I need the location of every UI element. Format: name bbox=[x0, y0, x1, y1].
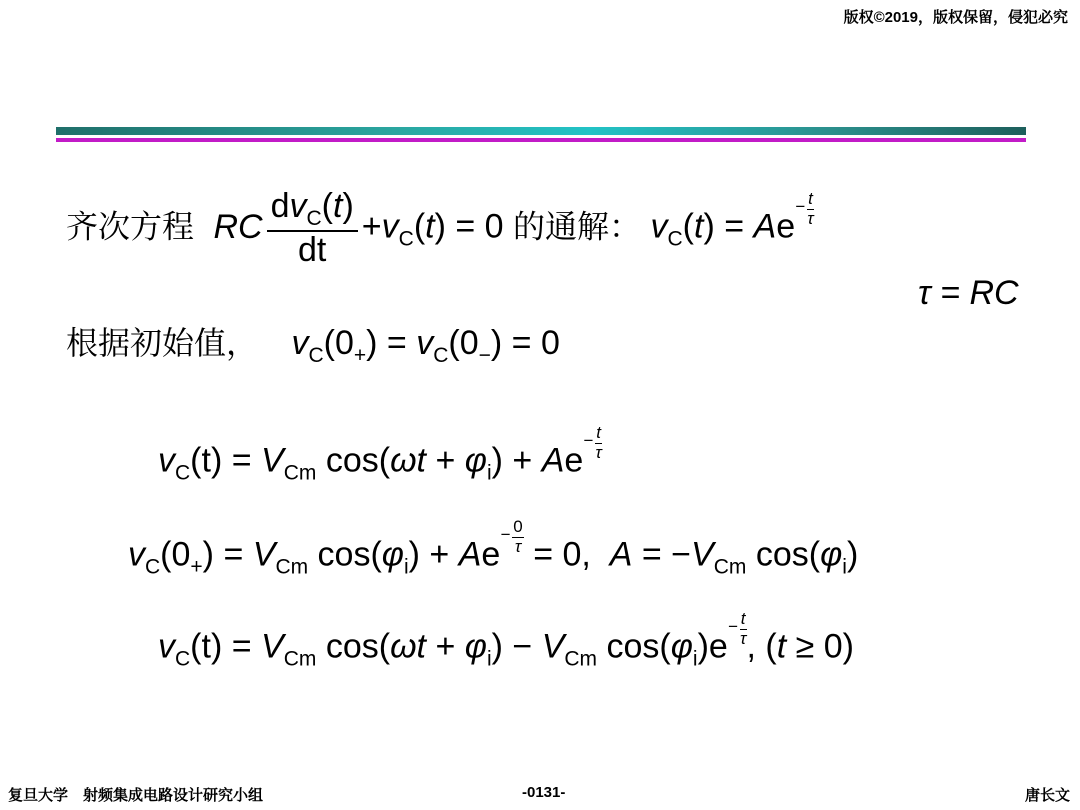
full-response-equation: $v_C(t) = V_{Cm}$ $\cos(\omega t + \varphi_i) + Ae-$ $\frac{t}{\tau}$ bbox=[158, 423, 602, 485]
title-divider-teal bbox=[56, 127, 1026, 135]
derivative-fraction: $\frac{dv_C(t)}{dt}$ bbox=[267, 188, 358, 269]
homogeneous-equation-label: 齐次方程 bbox=[66, 207, 195, 246]
footer-page-number: -0131- bbox=[522, 784, 566, 801]
copyright-notice: 版权©2019，版权保留，侵犯必究 bbox=[843, 9, 1068, 26]
initial-value-line: 根据初始值， $v_C(0_+) = v_C(0_-) = 0$ bbox=[66, 324, 560, 367]
footer-author: 唐长文 bbox=[1024, 787, 1070, 804]
time-constant-equation: τ = RC bbox=[918, 274, 1019, 312]
title-divider-magenta bbox=[56, 138, 1026, 142]
initial-condition-equation: $v_C(0_+) = V_{Cm}$ $\cos(\varphi_i) + Ae-$ $\frac{0}{\tau}$ = 0, $A = -V_{Cm}$ $\cos(\varphi_i)$ bbox=[128, 517, 859, 579]
initial-value-label: 根据初始值， bbox=[66, 324, 259, 362]
homogeneous-equation-line: 齐次方程 RC $\frac{dv_C(t)}{dt}$ $+v_C(t) = 0$ 的通解： $v_C(t) = Ae-$ $\frac{t}{\tau}$ bbox=[66, 187, 814, 270]
footer-organization: 复旦大学 射频集成电路设计研究小组 bbox=[8, 787, 264, 804]
final-solution-equation: $v_C(t) = V_{Cm}$ $\cos(\omega t + \varphi_i) - V_{Cm}$ $\cos(\varphi_i)e-$ $\frac{t}{\tau}$ , (t ≥ 0) bbox=[158, 609, 854, 671]
general-solution-label: 的通解： bbox=[513, 207, 642, 246]
